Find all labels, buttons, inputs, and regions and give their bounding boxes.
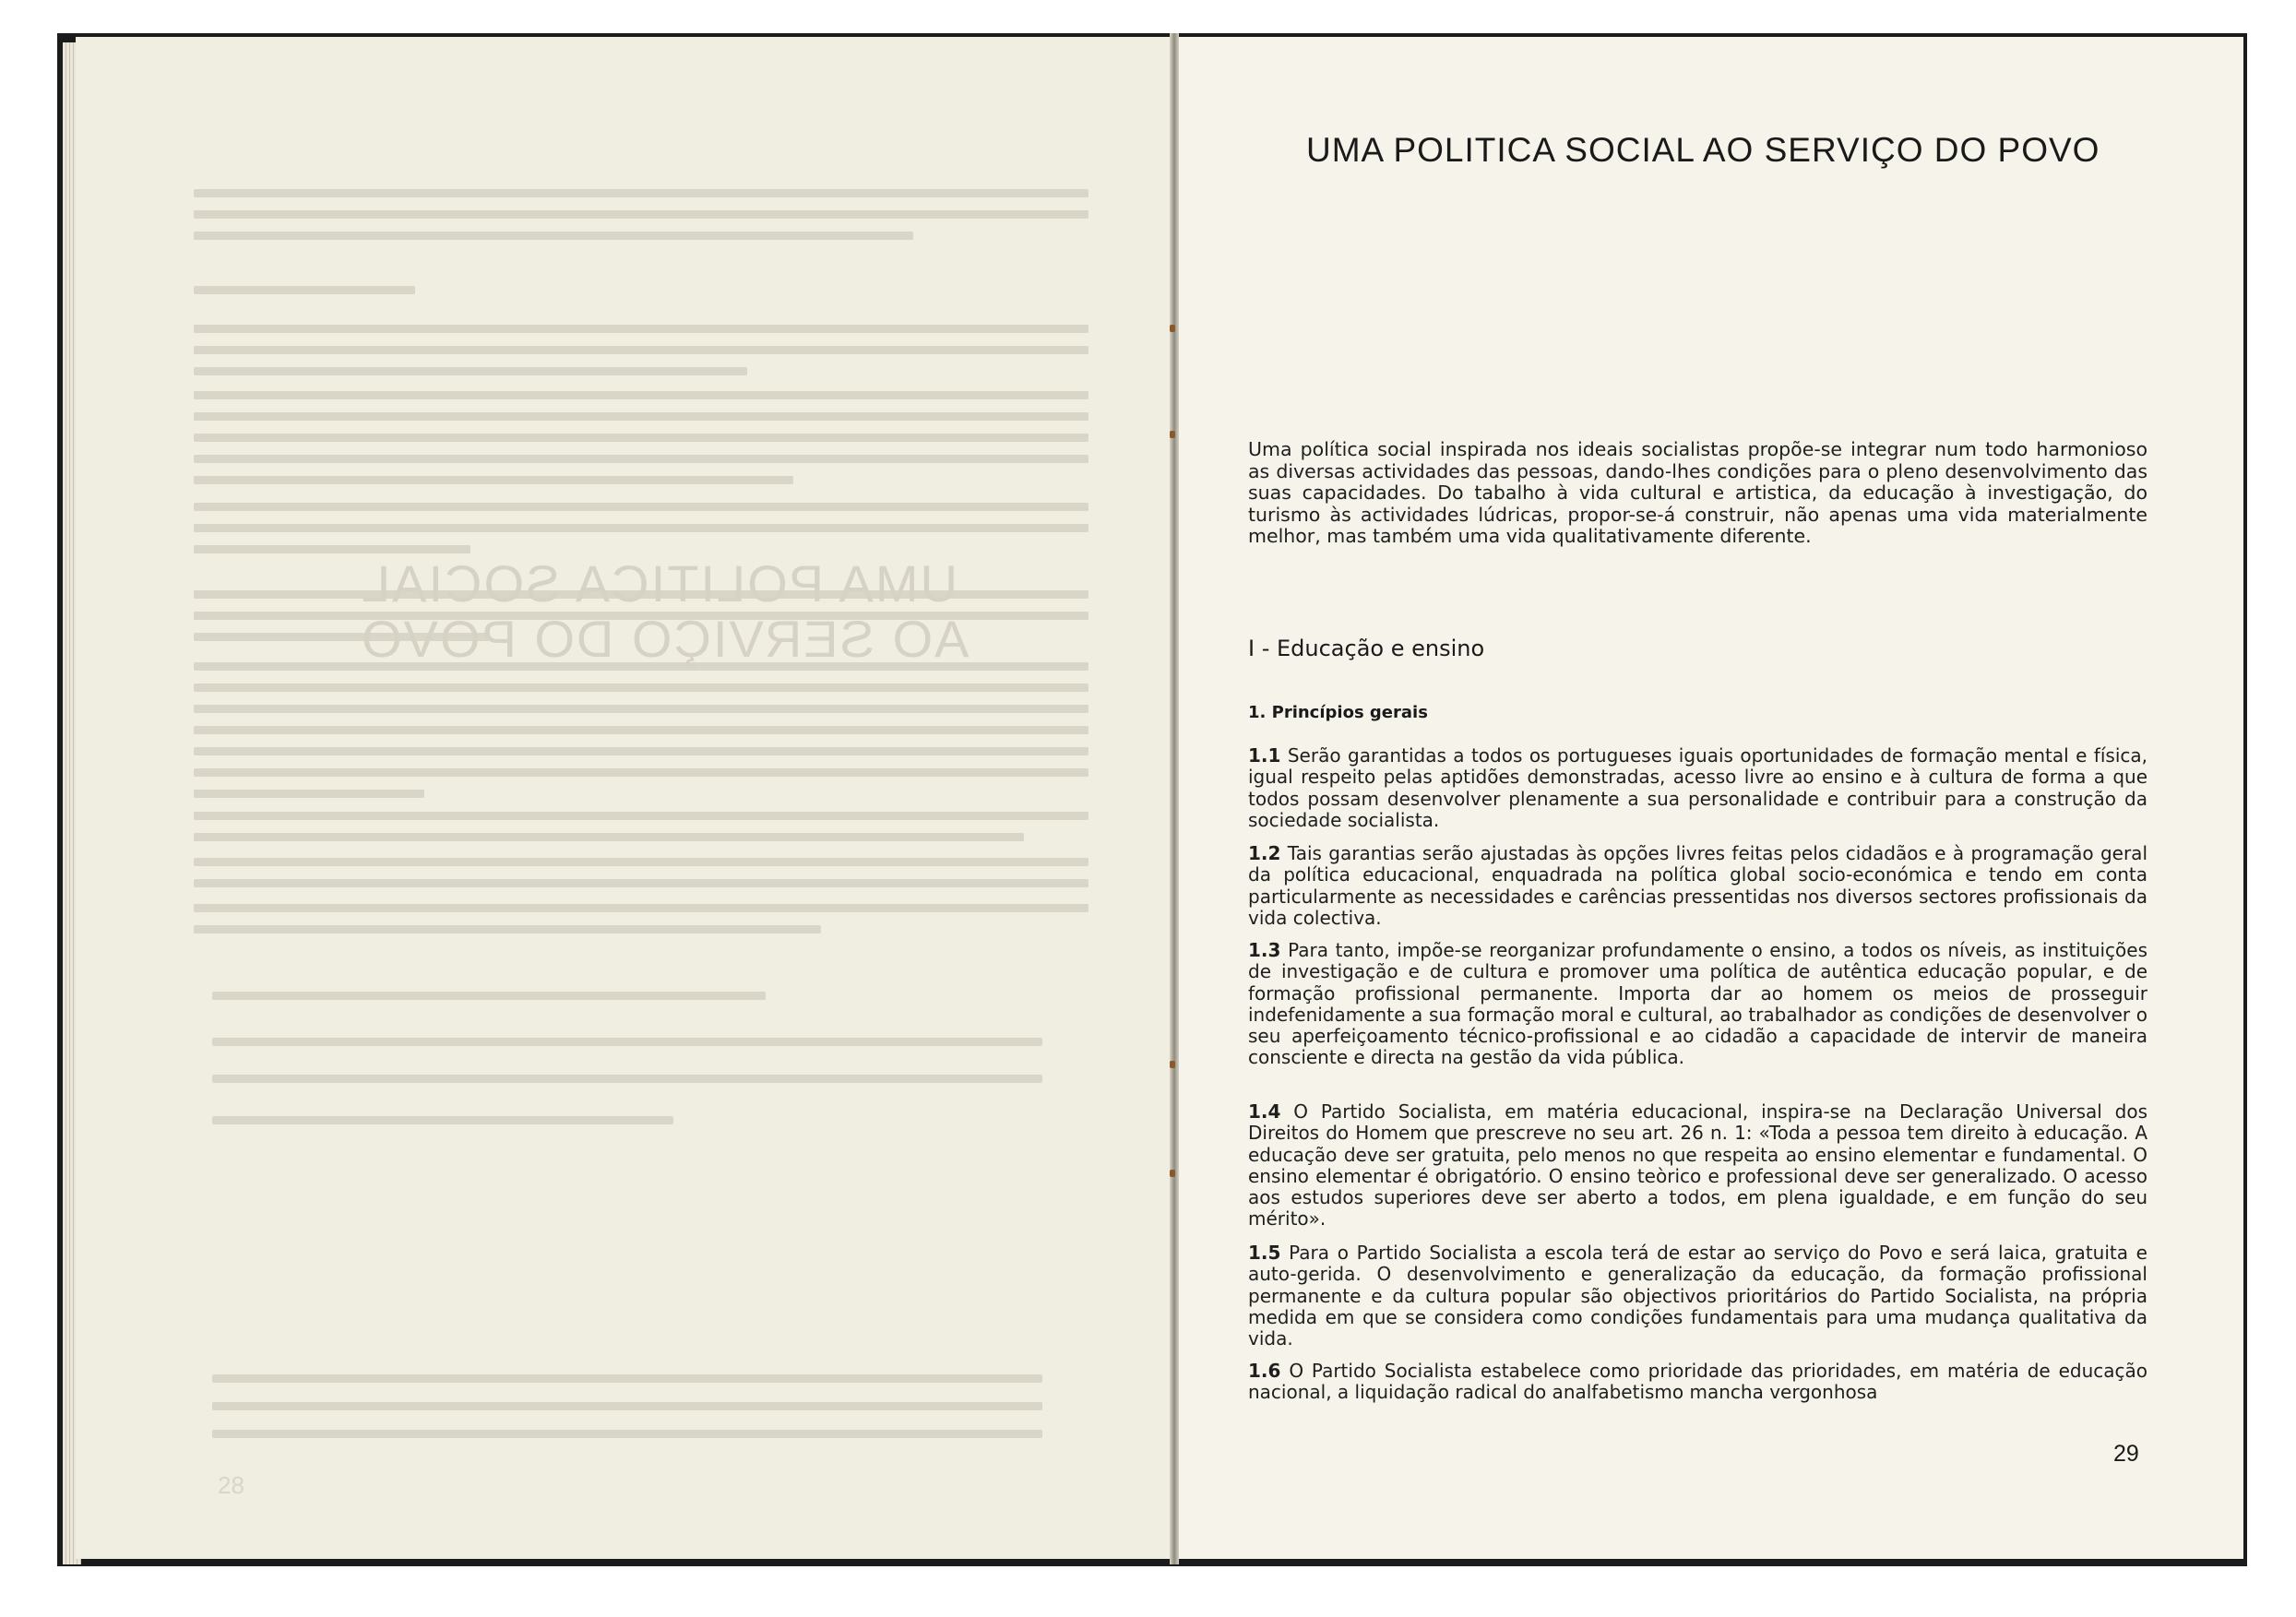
binding-stitch [1170, 1170, 1175, 1177]
ghost-title-line1: UMA POLITICA SOCIAL [360, 554, 958, 612]
paragraph-number: 1.1 [1248, 744, 1281, 767]
paragraph-number: 1.5 [1248, 1242, 1281, 1264]
paragraph-number: 1.4 [1248, 1100, 1281, 1123]
paragraph-1-2 [1248, 843, 2147, 929]
paragraph-text: O Partido Socialista, em matéria educacional, inspira-se na Declaração Universal dos Direitos do Homem que prescreve no seu art. 26 n. 1: «Toda a pessoa tem direito à educação. A educação deve ser gratuita, pelo menos no que respeita ao ensino elementar e fundamental. O ensino elementar é obrigatório. O ensino teòrico e professional deve ser generalizado. O acesso aos estudos superiores deve ser aberto a todos, em plena igualdade, e em função do seu mérito». [1248, 1100, 2148, 1231]
paragraph-1-3 [1248, 940, 2147, 1069]
page-title: UMA POLITICA SOCIAL AO SERVIÇO DO POVO [1306, 131, 2100, 169]
subheading: 1. Princípios gerais [1248, 703, 1428, 722]
paragraph-text: Tais garantias serão ajustadas às opções livres feitas pelos cidadãos e à programação geral da política educacional, enquadrada na política global socio-económica e tendo em conta particularmente as necessidades e carências pressentidas nos diversos sectores profissionais da vida colectiva. [1248, 842, 2147, 929]
paragraph-text: Para tanto, impõe-se reorganizar profundamente o ensino, a todos os níveis, as instituições de investigação e de cultura e promover uma política de autêntica educação popular, e de formação profissional permanente. Importa dar ao homem os meios de prosseguir indefenidamente a sua formação moral e cultural, ao trabalhador as condições de desenvolver o seu aperfeiçoamento técnico-profissional e ao cidadão a capacidade de intervir de maneira consciente e directa na gestão da vida pública. [1248, 939, 2148, 1069]
paragraph-text: Para o Partido Socialista a escola terá de estar ao serviço do Povo e será laica, gratuita e auto-gerida. O desenvolvimento e generalização da educação, da formação profissional permanente e da cultura popular são objectivos prioritários do Partido Socialista, na própria medida em que se considera como condições fundamentais para uma mudança qualitativa da vida. [1248, 1242, 2147, 1350]
paragraph-text: Serão garantidas a todos os portugueses iguais oportunidades de formação mental e física, igual respeito pelas aptidões demonstradas, acesso livre ao ensino e à cultura de forma a que todos possam desenvolver plenamente a sua personalidade e contribuir para a construção da sociedade socialista. [1248, 744, 2147, 831]
paragraph-text: O Partido Socialista estabelece como prioridade das prioridades, em matéria de educação nacional, a liquidação radical do analfabetismo mancha vergonhosa [1248, 1360, 2148, 1404]
page-number: 29 [2113, 1441, 2139, 1467]
paragraph-number: 1.2 [1248, 842, 1281, 864]
intro-paragraph: Uma política social inspirada nos ideais socialistas propõe-se integrar num todo harmonioso as diversas actividades das pessoas, dando-lhes condições para o pleno desenvolvimento das suas capacidades. Do tabalho à vida cultural e artistica, da educação à investigação, do turismo às actividades lúdricas, propor-se-á construir, não apenas uma vida materialmente melhor, mas também uma vida qualitativamente diferente. [1248, 438, 2147, 547]
binding-stitch [1170, 431, 1175, 438]
paragraph-number: 1.3 [1248, 939, 1281, 961]
left-page [76, 37, 1173, 1559]
paragraph-1-5 [1248, 1242, 2147, 1349]
ghost-page-number: 28 [218, 1471, 244, 1499]
binding-stitch [1170, 325, 1175, 332]
binding-stitch [1170, 1061, 1175, 1068]
paragraph-1-6 [1248, 1361, 2147, 1404]
book-gutter [1170, 33, 1179, 1564]
ghost-title-line2: AO SERVIÇO DO POVO [360, 610, 970, 668]
paragraph-number: 1.6 [1248, 1360, 1281, 1382]
section-heading: I - Educação e ensino [1248, 636, 1485, 661]
paragraph-1-4 [1248, 1101, 2147, 1231]
paragraph-1-1 [1248, 745, 2147, 831]
